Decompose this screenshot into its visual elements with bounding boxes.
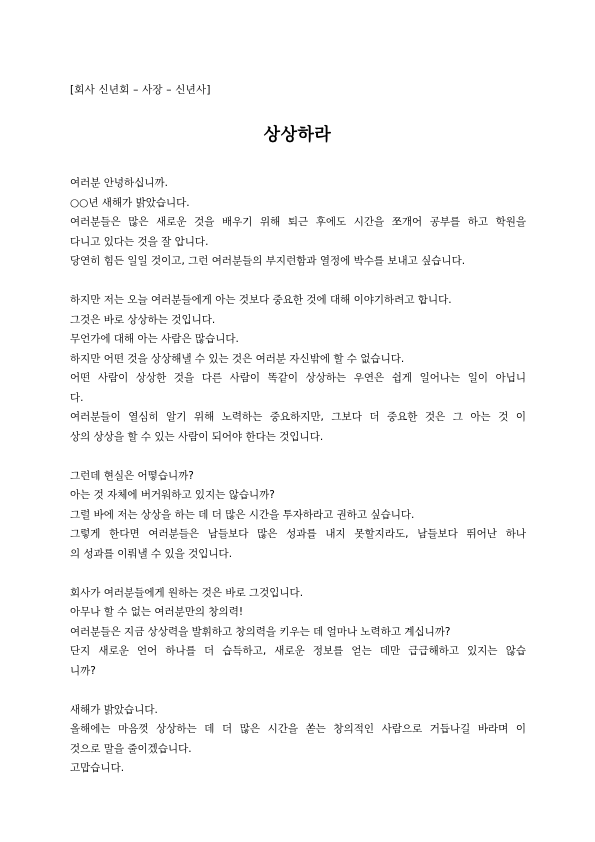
- paragraph-line: 여러분들은 지금 상상력을 발휘하고 창의력을 키우는 데 얼마나 노력하고 계십니까?: [70, 625, 451, 638]
- document-body: [70, 174, 526, 779]
- paragraph-line: 여러분들이 열심히 알기 위해 노력하는 중요하지만, 그보다 더 중요한 것은 그 아는 것 이: [70, 411, 526, 423]
- body-paragraph: [70, 291, 526, 447]
- paragraph-line: 하지만 어떤 것을 상상해낼 수 있는 것은 여러분 자신밖에 할 수 없습니다.: [70, 352, 405, 365]
- paragraph-line: 단지 새로운 언어 하나를 더 습득하고, 새로운 정보를 얻는 데만 급급해하고 있지는 않습: [70, 645, 526, 657]
- paragraph-line: 하지만 저는 오늘 여러분들에게 아는 것보다 중요한 것에 대해 이야기하려고 합니다.: [70, 294, 452, 306]
- body-paragraph: [70, 467, 526, 565]
- paragraph-line: 다니고 있다는 것을 잘 압니다.: [70, 235, 209, 248]
- body-paragraph: [70, 701, 526, 779]
- paragraph-line: 회사가 여러분들에게 원하는 것은 바로 그것입니다.: [70, 586, 304, 599]
- document-title: 상상하라: [263, 125, 332, 145]
- document-header-label: [회사 신년회 – 사장 – 신년사]: [70, 84, 211, 96]
- paragraph-line: 의 성과를 이뤄낼 수 있을 것입니다.: [70, 547, 233, 560]
- body-paragraph: [70, 584, 526, 682]
- paragraph-line: 그렇게 한다면 여러분들은 남들보다 많은 성과를 내지 못할지라도, 남들보다 뛰어난 하나: [70, 528, 526, 540]
- paragraph-line: 어떤 사람이 상상한 것을 다른 사람이 똑같이 상상하는 우연은 쉽게 일어나는 일이 아닙니: [70, 372, 526, 384]
- body-paragraph: [70, 174, 526, 272]
- paragraph-line: 무언가에 대해 아는 사람은 많습니다.: [70, 333, 239, 345]
- paragraph-line: 그럴 바에 저는 상상을 하는 데 더 많은 시간을 투자하라고 권하고 싶습니다.: [70, 508, 415, 521]
- paragraph-line: 올해에는 마음껏 상상하는 데 더 많은 시간을 쏟는 창의적인 사람으로 거듭나길 바라며 이: [70, 723, 526, 735]
- paragraph-line: 새해가 밝았습니다.: [70, 703, 158, 716]
- paragraph-line: 아는 것 자체에 버거워하고 있지는 않습니까?: [70, 489, 275, 501]
- paragraph-line: 그런데 현실은 어떻습니까?: [70, 469, 194, 482]
- paragraph-line: 여러분 안녕하십니까.: [70, 177, 168, 189]
- paragraph-line: 고맙습니다.: [70, 762, 125, 774]
- paragraph-line: 것으로 말을 줄이겠습니다.: [70, 742, 192, 755]
- paragraph-line: 아무나 할 수 없는 여러분만의 창의력!: [70, 606, 244, 618]
- paragraph-line: 상의 상상을 할 수 있는 사람이 되어야 한다는 것입니다.: [70, 430, 324, 443]
- paragraph-line: ○○년 새해가 밝았습니다.: [70, 196, 190, 209]
- paragraph-line: 여러분들은 많은 새로운 것을 배우기 위해 퇴근 후에도 시간을 쪼개어 공부를 하고 학원을: [70, 216, 526, 228]
- paragraph-line: 다.: [70, 391, 84, 404]
- paragraph-line: 니까?: [70, 664, 96, 677]
- paragraph-line: 당연히 힘든 일일 것이고, 그런 여러분들의 부지런함과 열정에 박수를 보내고 싶습니다.: [70, 255, 466, 267]
- paragraph-line: 그것은 바로 상상하는 것입니다.: [70, 313, 216, 326]
